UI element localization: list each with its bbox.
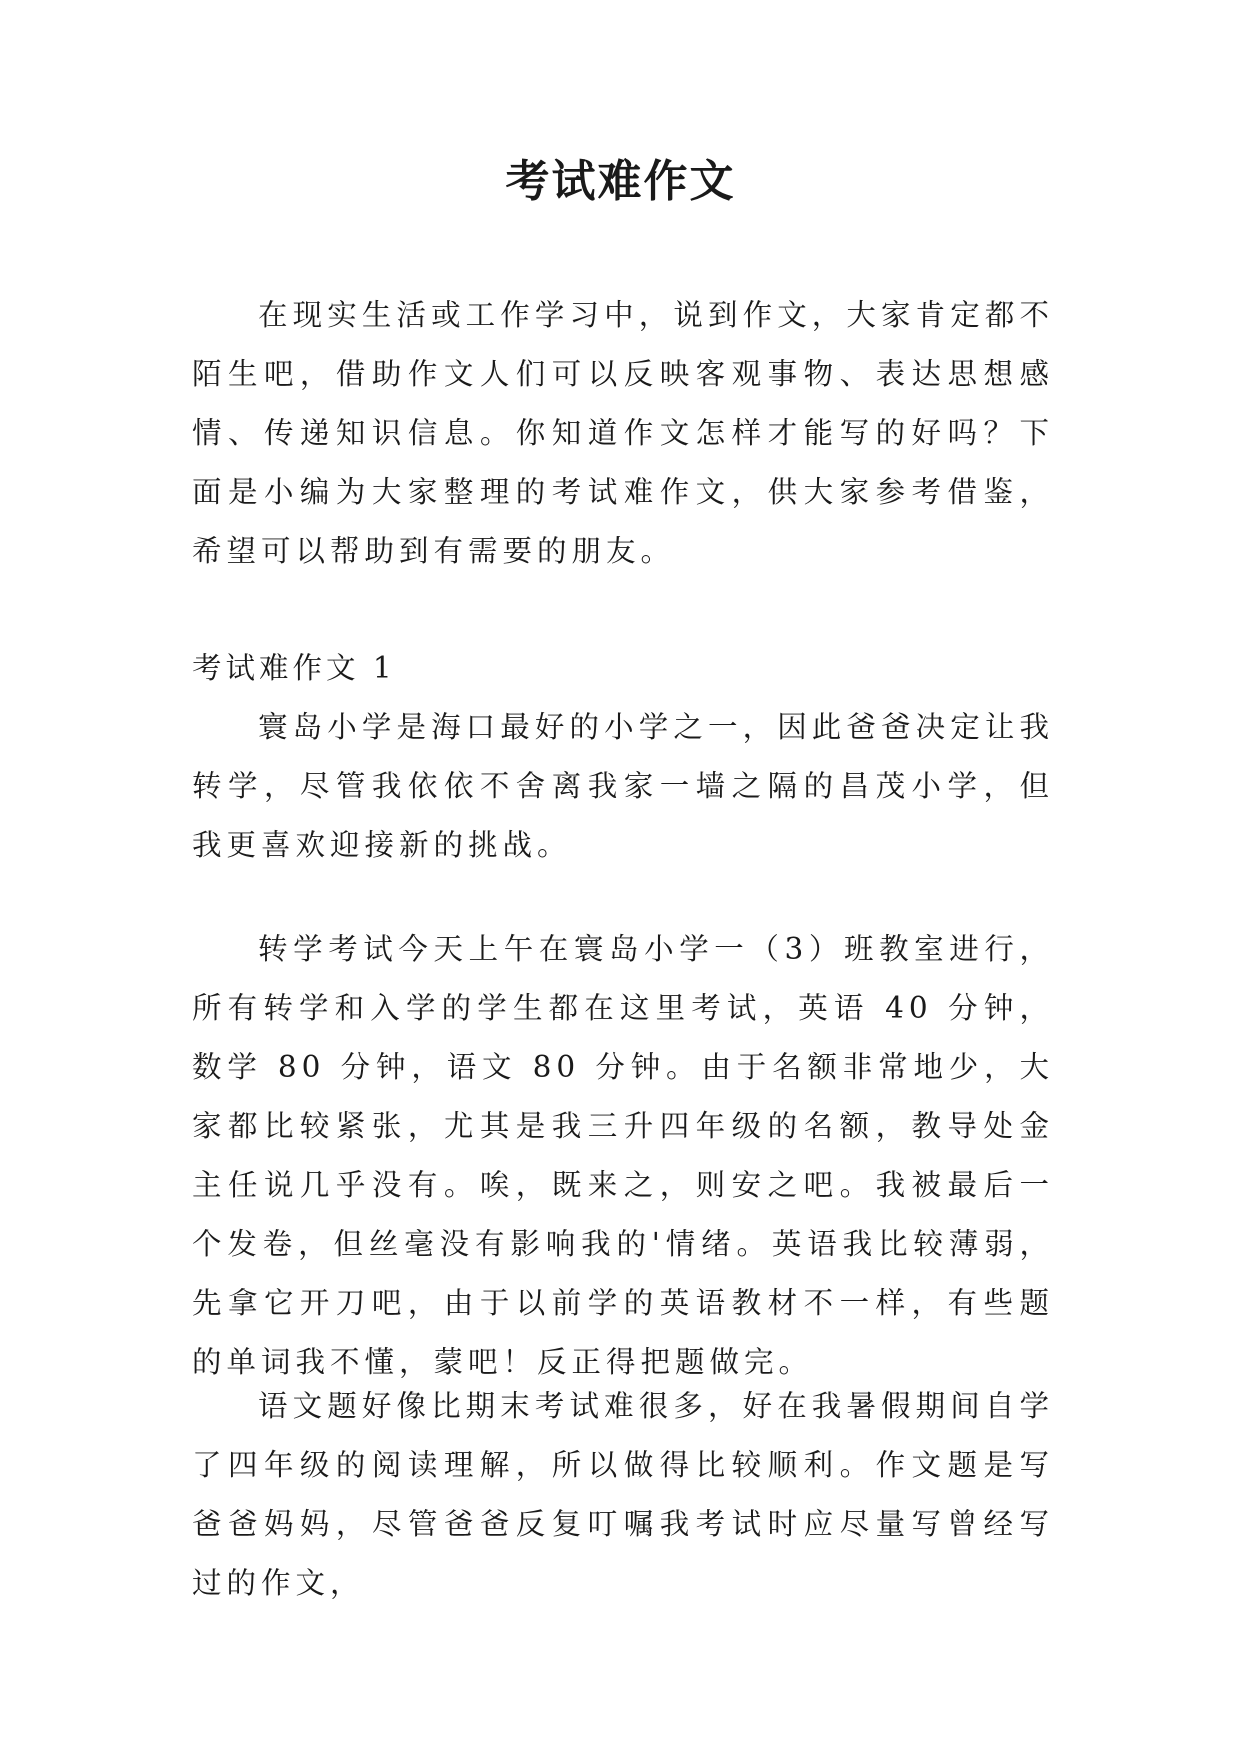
document-title: 考试难作文 [505, 156, 736, 207]
section-heading: 考试难作文 1 [192, 651, 396, 685]
body-paragraph: 转学考试今天上午在寰岛小学一（3）班教室进行，所有转学和入学的学生都在这里考试，英语 40 分钟，数学 80 分钟，语文 80 分钟。由于名额非常地少，大家都比较紧张，尤其是我三升四年级的名额，教导处金主任说几乎没有。唉，既来之，则安之吧。我被最后一个发卷，但丝毫没有影响我的'情绪。英语我比较薄弱，先拿它开刀吧，由于以前学的英语教材不一样，有些题的单词我不懂，蒙吧！反正得把题做完。 [192, 932, 1054, 1379]
body-paragraph: 语文题好像比期末考试难很多，好在我暑假期间自学了四年级的阅读理解，所以做得比较顺利。作文题是写爸爸妈妈，尽管爸爸反复叮嘱我考试时应尽量写曾经写过的作文， [192, 1389, 1054, 1600]
intro-paragraph: 在现实生活或工作学习中，说到作文，大家肯定都不陌生吧，借助作文人们可以反映客观事物、表达思想感情、传递知识信息。你知道作文怎样才能写的好吗？下面是小编为大家整理的考试难作文，供大家参考借鉴，希望可以帮助到有需要的朋友。 [192, 298, 1054, 568]
body-paragraph: 寰岛小学是海口最好的小学之一，因此爸爸决定让我转学，尽管我依依不舍离我家一墙之隔的昌茂小学，但我更喜欢迎接新的挑战。 [192, 710, 1054, 862]
